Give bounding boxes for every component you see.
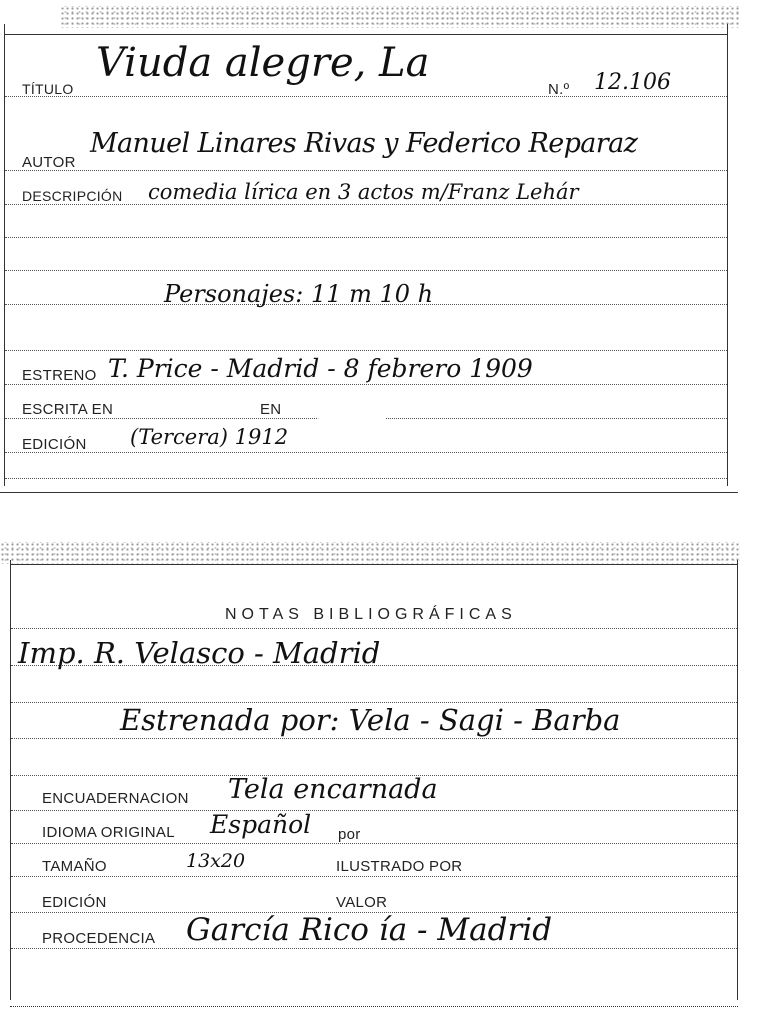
value-descripcion: comedia lírica en 3 actos m/Franz Lehár: [148, 180, 579, 204]
value-edicion-top: (Tercera) 1912: [130, 425, 289, 449]
value-numero: 12.106: [594, 70, 671, 95]
rule-bottom: [5, 478, 727, 479]
label-en: EN: [260, 401, 282, 418]
value-imprenta: Imp. R. Velasco - Madrid: [18, 636, 381, 670]
value-estreno: T. Price - Madrid - 8 febrero 1909: [108, 354, 533, 383]
rule-descripcion: [5, 204, 727, 205]
rule-procedencia: [11, 948, 737, 949]
label-estreno: ESTRENO: [22, 367, 97, 384]
label-titulo: TÍTULO: [22, 81, 74, 97]
value-autor: Manuel Linares Rivas y Federico Reparaz: [90, 128, 638, 159]
rule-autor: [5, 170, 727, 171]
label-numero: N.º: [548, 81, 570, 98]
rule-encuadernacion: [11, 810, 737, 811]
rule-tamano: [11, 876, 737, 877]
label-procedencia: PROCEDENCIA: [42, 930, 156, 947]
card-bottom-top-border: [11, 564, 737, 565]
value-encuadernacion: Tela encarnada: [228, 774, 438, 805]
rule-estreno: [5, 384, 727, 385]
label-idioma-original: IDIOMA ORIGINAL: [42, 824, 175, 841]
value-estrenada: Estrenada por: Vela - Sagi - Barba: [120, 703, 621, 737]
value-procedencia: García Rico ía - Madrid: [186, 912, 553, 948]
label-encuadernacion: ENCUADERNACION: [42, 790, 189, 807]
rule-blank-2: [5, 270, 727, 271]
rule-blank-1: [5, 237, 727, 238]
rule-edicion: [5, 452, 727, 453]
ink-smudge-top: [318, 396, 386, 448]
rule-estrenada: [11, 738, 737, 739]
label-escrita-en: ESCRITA EN: [22, 401, 114, 418]
label-edicion-bottom: EDICIÓN: [42, 894, 107, 911]
label-por: por: [338, 826, 361, 843]
rule-titulo: [5, 96, 727, 97]
rule-idioma: [11, 843, 737, 844]
label-edicion-top: EDICIÓN: [22, 436, 87, 453]
card-bottom-bottom-border: [10, 1006, 738, 1007]
rule-header: [11, 628, 737, 629]
value-tamano: 13x20: [186, 850, 246, 872]
value-idioma-original: Español: [210, 810, 312, 839]
label-tamano: TAMAÑO: [42, 858, 107, 875]
value-titulo: Viuda alegre, La: [96, 40, 430, 86]
label-descripcion: DESCRIPCIÓN: [22, 188, 123, 204]
value-personajes: Personajes: 11 m 10 h: [164, 280, 434, 308]
card-top-bottom-border: [0, 492, 738, 493]
label-valor: VALOR: [336, 894, 388, 911]
rule-blank-3: [5, 350, 727, 351]
label-ilustrado-por: ILUSTRADO POR: [336, 858, 463, 875]
label-autor: AUTOR: [22, 154, 76, 171]
card-top-top-border: [5, 34, 727, 35]
notas-bibliograficas-header: NOTAS BIBLIOGRÁFICAS: [225, 606, 517, 623]
